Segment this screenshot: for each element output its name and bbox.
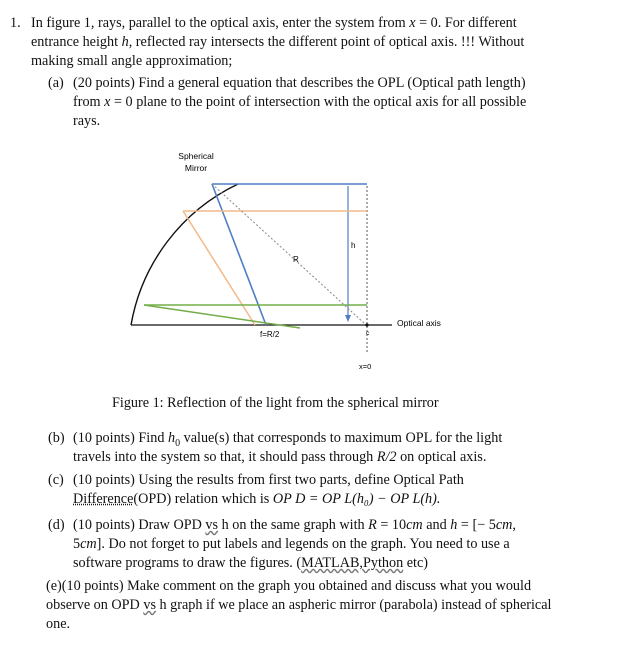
- part-c-line-1: (10 points) Using the results from first two parts, define Optical Path: [73, 472, 464, 488]
- intro-line-1: In figure 1, rays, parallel to the optical axis, enter the system from x = 0. For different: [31, 15, 517, 31]
- axis-label: Optical axis: [397, 318, 441, 328]
- center-label: c: [366, 330, 370, 337]
- part-c-line-2: Difference(OPD) relation which is OP D = OP L(h₀) − OP L(h).: [73, 491, 441, 507]
- orange-ray: [183, 211, 367, 325]
- figure-caption: Figure 1: Reflection of the light from the spherical mirror: [112, 395, 439, 411]
- part-b-line-2: travels into the system so that, it should pass through R/2 on optical axis.: [73, 449, 487, 465]
- radius-dashed-line: [212, 184, 364, 323]
- opd-equation: OP D = OP L(h₀) − OP L(h).: [272, 491, 441, 507]
- part-e-line-1: (e)(10 points) Make comment on the graph you obtained and discuss what you would: [46, 578, 532, 594]
- x0-label: x=0: [359, 362, 372, 371]
- part-a-line-1: (20 points) Find a general equation that describes the OPL (Optical path length): [73, 75, 526, 91]
- intro-line-2: entrance height h, reflected ray intersects the different point of optical axis. !!! Without: [31, 34, 525, 50]
- part-d-line-3: software programs to draw the figures. (MATLAB,Python etc): [73, 555, 429, 571]
- center-point: [365, 323, 368, 326]
- part-b-line-1: (10 points) Find $h_0$ value(s) that corresponds to maximum OPL for the light: [73, 430, 503, 449]
- part-d-line-1: (10 points) Draw OPD vs h on the same graph with R = 10cm and h = [− 5cm,: [73, 517, 516, 533]
- part-a-line-3: rays.: [73, 113, 101, 129]
- part-a-line-2: from x = 0 plane to the point of intersection with the optical axis for all possible: [73, 94, 527, 110]
- part-a-label: (a): [48, 75, 64, 91]
- part-d-line-2: 5cm]. Do not forget to put labels and legends on the graph. You need to use a: [73, 536, 510, 552]
- part-b-label: (b): [48, 430, 65, 446]
- height-label: h: [351, 241, 356, 250]
- mirror-label-line-2: Mirror: [184, 163, 208, 173]
- focal-label: f=R/2: [260, 330, 280, 339]
- intro-line-3: making small angle approximation;: [31, 53, 233, 69]
- radius-label: R: [293, 255, 299, 264]
- part-d-label: (d): [48, 517, 65, 533]
- part-c-label: (c): [48, 472, 64, 488]
- mirror-label-line-1: Spherical: [178, 151, 214, 161]
- part-e-line-3: one.: [46, 616, 71, 632]
- part-e-line-2: observe on OPD vs h graph if we place an aspheric mirror (parabola) instead of spherical: [46, 597, 552, 613]
- problem-number: 1.: [10, 15, 21, 31]
- spherical-mirror-arc: [131, 184, 238, 325]
